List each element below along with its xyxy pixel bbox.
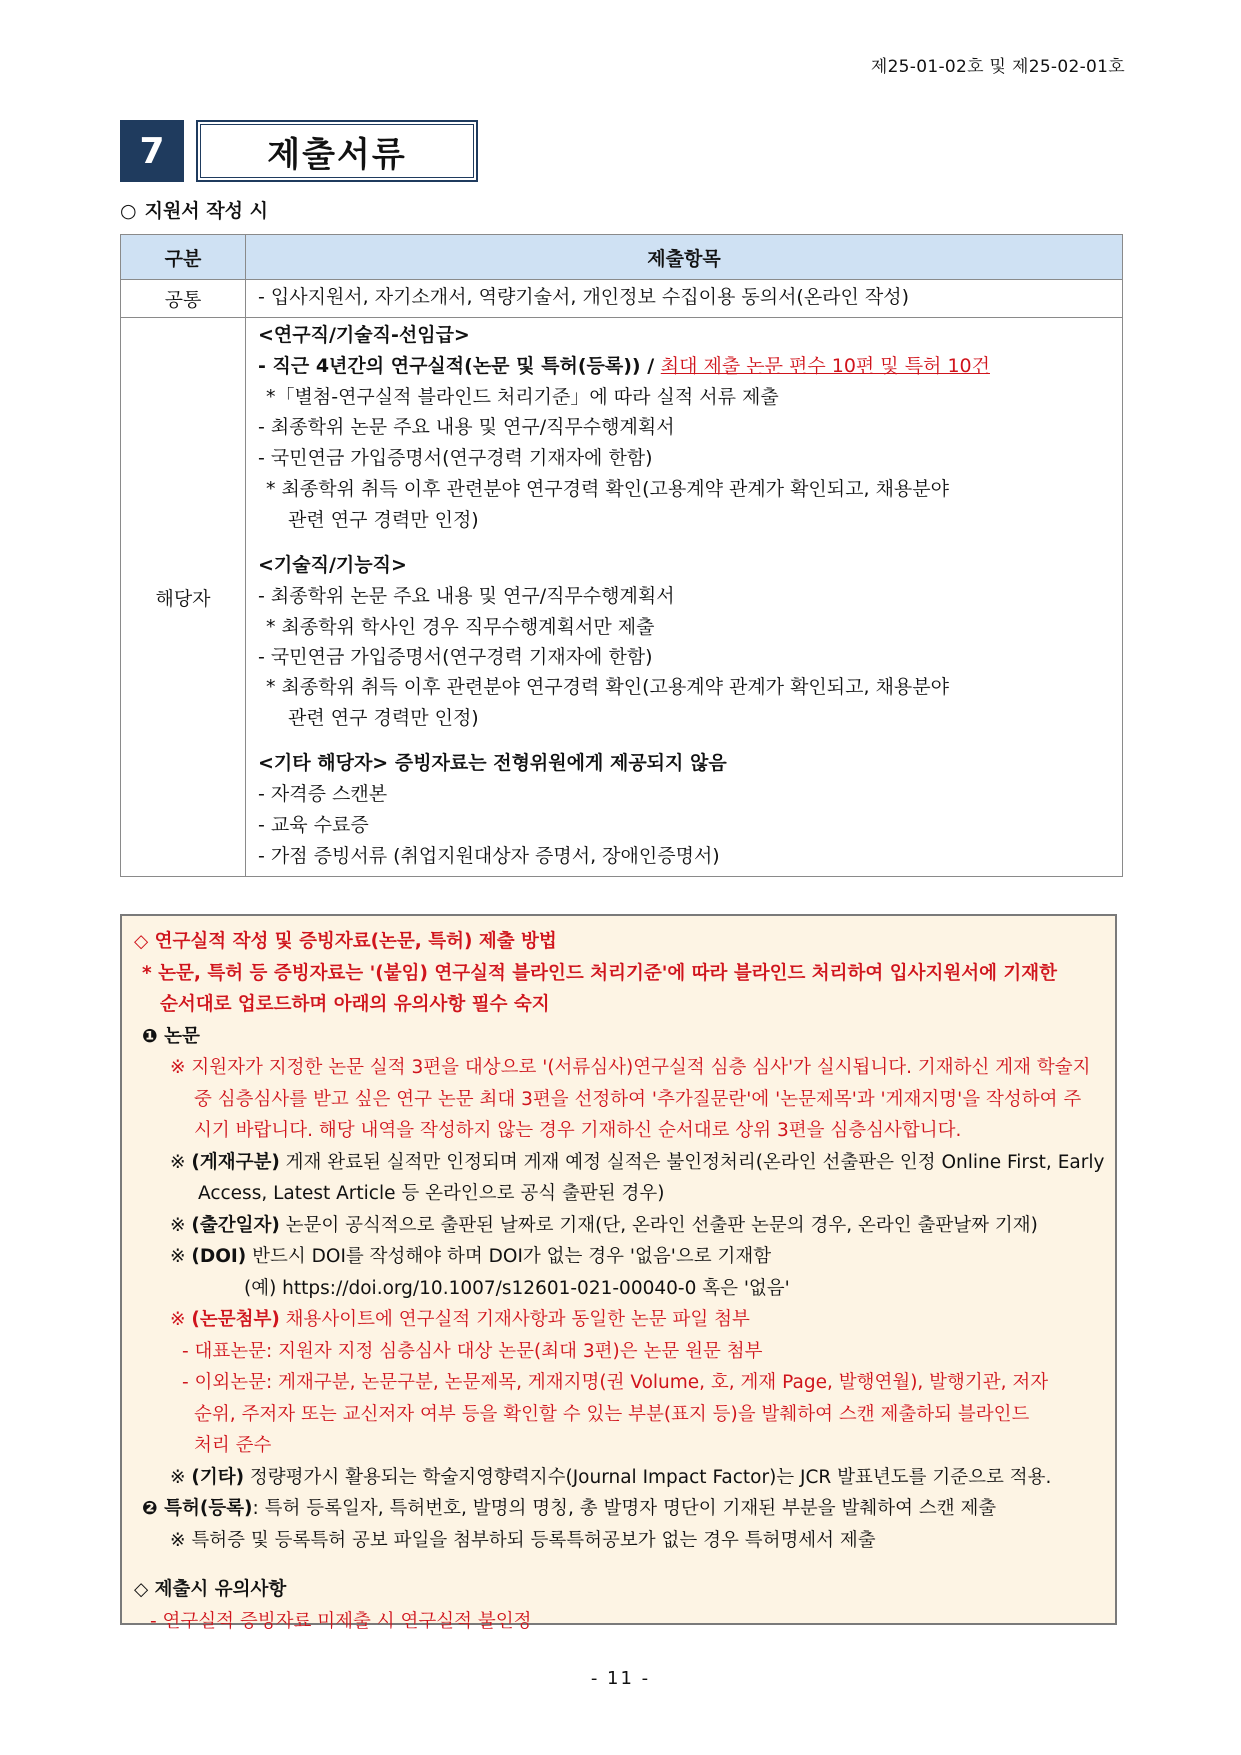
paper-note-continued: Access, Latest Article 등 온라인으로 공식 출판된 경우) <box>198 1183 665 1204</box>
note-text: 반드시 DOI를 작성해야 하며 DOI가 없는 경우 '없음'으로 기재함 <box>246 1246 772 1267</box>
column-header-category: 구분 <box>121 235 246 280</box>
items-cell <box>246 318 1123 877</box>
note-mark: ※ <box>170 1151 192 1173</box>
items-cell <box>246 280 1123 318</box>
patent-note: ※ 특허증 및 등록특허 공보 파일을 첨부하되 등록특허공보가 없는 경우 특허명세서 제출 <box>170 1529 876 1551</box>
doi-example: (예) https://doi.org/10.1007/s12601-021-00040-0 혹은 '없음' <box>244 1277 790 1299</box>
note-label: (기타) <box>191 1466 245 1488</box>
paper-note <box>134 1462 1115 1494</box>
note-label: (DOI) <box>191 1246 247 1267</box>
paper-subitem-continued: 처리 준수 <box>194 1435 272 1456</box>
paper-note <box>134 1147 1115 1179</box>
note-mark: ※ <box>170 1246 192 1267</box>
note-text: 논문이 공식적으로 출판된 날짜로 기재(단, 온라인 선출판 논문의 경우, 온라인 출판날짜 기재) <box>279 1214 1038 1236</box>
list-note-continued: 관련 연구 경력만 인정) <box>288 509 479 531</box>
list-item: - 입사지원서, 자기소개서, 역량기술서, 개인정보 수집이용 동의서(온라인 작성) <box>258 286 910 308</box>
page-number: - 11 - <box>590 1668 651 1689</box>
paper-subitem: - 대표논문: 지원자 지정 심층심사 대상 논문(최대 3편)은 논문 원문 첨부 <box>182 1340 763 1362</box>
list-item: - 국민연금 가입증명서(연구경력 기재자에 한함) <box>258 447 653 469</box>
table-header-row <box>121 235 1123 280</box>
paper-note: ※ 지원자가 지정한 논문 실적 3편을 대상으로 '(서류심사)연구실적 심층 심사'가 실시됩니다. 기재하신 게재 학술지 <box>170 1057 1091 1078</box>
submission-guidelines-box <box>120 914 1117 1632</box>
guideline-note-continued: 순서대로 업로드하며 아래의 유의사항 필수 숙지 <box>160 994 550 1015</box>
list-note: * 최종학위 학사인 경우 직무수행계획서만 제출 <box>266 616 655 638</box>
section-number: 7 <box>120 120 184 182</box>
list-note: * 최종학위 취득 이후 관련분야 연구경력 확인(고용계약 관계가 확인되고, 채용분야 <box>266 478 949 500</box>
caution-item: - 연구실적 증빙자료 미제출 시 연구실적 불인정 <box>150 1610 532 1632</box>
list-note-continued: 관련 연구 경력만 인정) <box>288 707 479 729</box>
list-item: - 최종학위 논문 주요 내용 및 연구/직무수행계획서 <box>258 585 675 607</box>
section-heading <box>120 120 478 182</box>
patent-text: : 특허 등록일자, 특허번호, 발명의 명칭, 총 발명자 명단이 기재된 부분을 발췌하여 스캔 제출 <box>252 1498 997 1519</box>
note-label: (게재구분) <box>191 1151 280 1173</box>
subsection-title: 지원서 작성 시 <box>144 200 268 222</box>
list-item: - 최종학위 논문 주요 내용 및 연구/직무수행계획서 <box>258 416 675 438</box>
caution-heading: ◇ 제출시 유의사항 <box>134 1579 287 1600</box>
note-mark: ※ <box>170 1214 192 1236</box>
category-cell: 해당자 <box>121 318 246 877</box>
table-row <box>121 280 1123 318</box>
paper-note <box>134 1241 1115 1273</box>
table-row <box>121 318 1123 877</box>
patent-item <box>134 1493 1115 1525</box>
list-item: - 자격증 스캔본 <box>258 783 388 805</box>
paper-note <box>134 1304 1115 1336</box>
subsection-heading <box>120 196 268 223</box>
paper-note <box>134 1210 1115 1242</box>
guideline-note: * 논문, 특허 등 증빙자료는 '(붙임) 연구실적 블라인드 처리기준'에 따라 블라인드 처리하여 입사지원서에 기재한 <box>142 962 1057 984</box>
group-title-technical: <기술직/기능직> <box>258 554 407 576</box>
list-item <box>258 351 1122 382</box>
list-item: - 교육 수료증 <box>258 814 369 836</box>
document-reference-number: 제25-01-02호 및 제25-02-01호 <box>870 57 1125 77</box>
patent-heading: ❷ 특허(등록) <box>142 1498 253 1519</box>
paper-heading: ❶ 논문 <box>142 1025 200 1047</box>
submission-documents-table <box>120 234 1123 877</box>
note-text: 채용사이트에 연구실적 기재사항과 동일한 논문 파일 첨부 <box>279 1309 750 1330</box>
circle-bullet-icon: ○ <box>120 200 137 222</box>
section-title: 제출서류 <box>196 120 478 182</box>
note-label: (출간일자) <box>191 1214 280 1236</box>
group-title-research: <연구직/기술직-선임급> <box>258 324 470 346</box>
list-note: *「별첨-연구실적 블라인드 처리기준」에 따라 실적 서류 제출 <box>266 386 779 408</box>
group-title-others: <기타 해당자> 증빙자료는 전형위원에게 제공되지 않음 <box>258 752 727 774</box>
note-label: (논문첨부) <box>191 1309 280 1330</box>
list-item: - 국민연금 가입증명서(연구경력 기재자에 한함) <box>258 646 653 668</box>
list-item: - 가점 증빙서류 (취업지원대상자 증명서, 장애인증명서) <box>258 845 720 867</box>
guideline-heading: ◇ 연구실적 작성 및 증빙자료(논문, 특허) 제출 방법 <box>134 931 557 952</box>
list-item-text: - 직근 4년간의 연구실적(논문 및 특허(등록)) / <box>258 355 661 377</box>
paper-note-continued: 시기 바랍니다. 해당 내역을 작성하지 않는 경우 기재하신 순서대로 상위 3편을 심층심사합니다. <box>194 1120 962 1141</box>
note-text: 게재 완료된 실적만 인정되며 게재 예정 실적은 불인정처리(온라인 선출판은 인정 Online First, Early <box>279 1151 1105 1173</box>
max-count-highlight: 최대 제출 논문 편수 10편 및 특허 10건 <box>660 355 990 377</box>
note-mark: ※ <box>170 1309 192 1330</box>
list-note: * 최종학위 취득 이후 관련분야 연구경력 확인(고용계약 관계가 확인되고, 채용분야 <box>266 676 949 698</box>
category-cell: 공통 <box>121 280 246 318</box>
paper-subitem: - 이외논문: 게재구분, 논문구분, 논문제목, 게재지명(권 Volume, 호, 게재 Page, 발행연월), 발행기관, 저자 <box>182 1372 1049 1393</box>
note-mark: ※ <box>170 1466 192 1488</box>
note-text: 정량평가시 활용되는 학술지영향력지수(Journal Impact Factor)는 JCR 발표년도를 기준으로 적용. <box>244 1466 1052 1488</box>
paper-note-continued: 중 심층심사를 받고 싶은 연구 논문 최대 3편을 선정하여 '추가질문란'에 '논문제목'과 '게재지명'을 작성하여 주 <box>194 1088 1082 1110</box>
column-header-items: 제출항목 <box>246 235 1123 280</box>
paper-subitem-continued: 순위, 주저자 또는 교신저자 여부 등을 확인할 수 있는 부분(표지 등)을 발췌하여 스캔 제출하되 블라인드 <box>194 1403 1030 1425</box>
